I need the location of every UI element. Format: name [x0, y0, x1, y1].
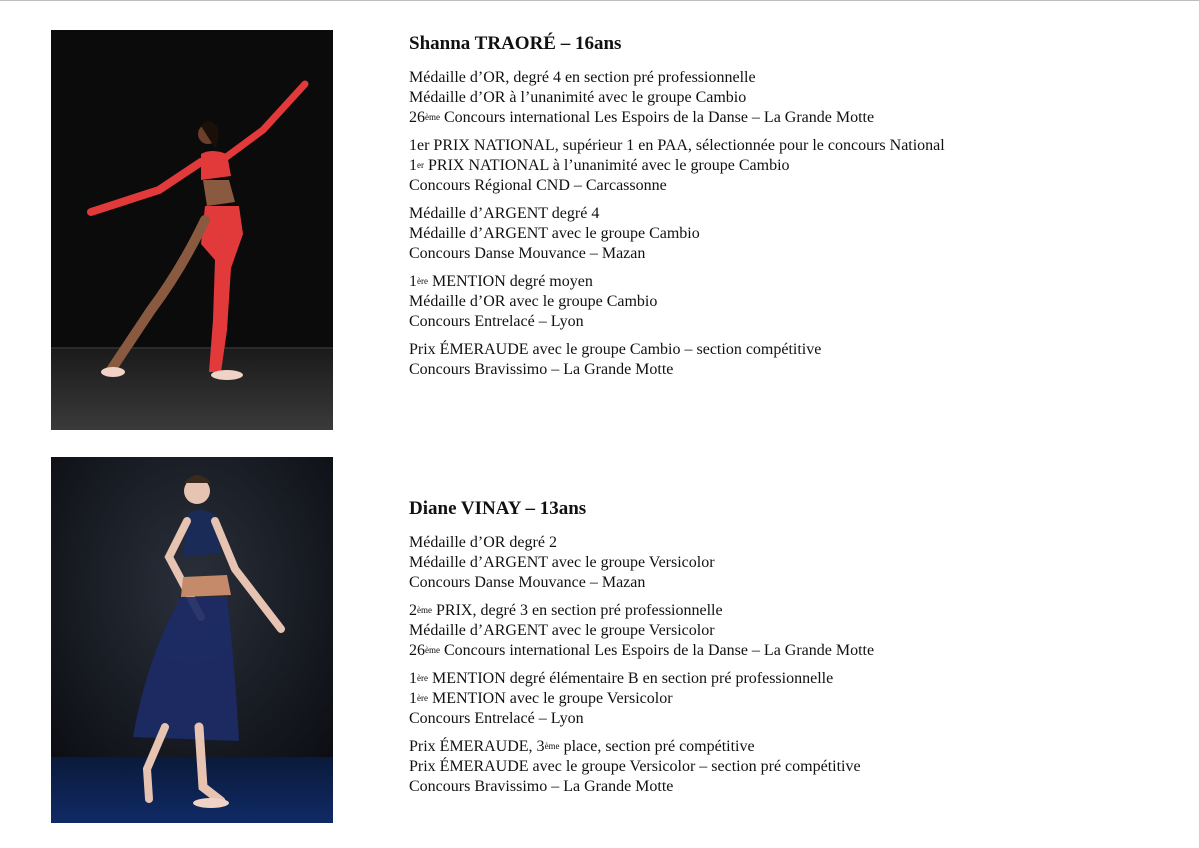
award-line: Concours Danse Mouvance – Mazan [409, 574, 646, 591]
award-line: Concours Régional CND – Carcassonne [409, 177, 667, 194]
award-line: Concours Bravissimo – La Grande Motte [409, 778, 674, 795]
award-group [409, 340, 1109, 380]
award-line: 26ème Concours international Les Espoirs de la Danse – La Grande Motte [409, 109, 875, 126]
dancer-awards [409, 32, 1109, 388]
award-group [409, 737, 1109, 797]
dancer-photo-red [51, 30, 333, 430]
award-line: Concours Bravissimo – La Grande Motte [409, 361, 674, 378]
award-line: Médaille d’ARGENT avec le groupe Cambio [409, 225, 700, 242]
award-line: 1ère MENTION degré élémentaire B en section pré professionnelle [409, 670, 834, 687]
award-line: 1ère MENTION avec le groupe Versicolor [409, 690, 673, 707]
dancer-name: Diane VINAY – 13ans [409, 498, 587, 519]
award-line: Médaille d’OR à l’unanimité avec le groupe Cambio [409, 89, 747, 106]
award-line: Médaille d’ARGENT avec le groupe Versicolor [409, 622, 715, 639]
award-group [409, 601, 1109, 661]
award-line: Médaille d’OR, degré 4 en section pré professionnelle [409, 69, 756, 86]
dancer-awards [409, 497, 1109, 805]
award-line: Médaille d’OR avec le groupe Cambio [409, 293, 658, 310]
award-line: Médaille d’ARGENT avec le groupe Versicolor [409, 554, 715, 571]
award-line: 1ère MENTION degré moyen [409, 273, 593, 290]
award-line: Concours Entrelacé – Lyon [409, 313, 584, 330]
award-group [409, 272, 1109, 332]
award-line: Médaille d’OR degré 2 [409, 534, 557, 551]
award-line: Prix ÉMERAUDE avec le groupe Versicolor – section pré compétitive [409, 758, 861, 775]
dancer-photo-blue [51, 457, 333, 823]
award-group [409, 204, 1109, 264]
award-line: Prix ÉMERAUDE, 3ème place, section pré compétitive [409, 738, 755, 755]
award-group [409, 68, 1109, 128]
award-line: 1er PRIX NATIONAL à l’unanimité avec le groupe Cambio [409, 157, 790, 174]
award-line: 1er PRIX NATIONAL, supérieur 1 en PAA, sélectionnée pour le concours National [409, 137, 945, 154]
award-line: 26ème Concours international Les Espoirs de la Danse – La Grande Motte [409, 642, 875, 659]
award-group [409, 136, 1109, 196]
award-line: Prix ÉMERAUDE avec le groupe Cambio – section compétitive [409, 341, 822, 358]
dancer-name: Shanna TRAORÉ – 16ans [409, 33, 622, 54]
award-group [409, 669, 1109, 729]
award-group [409, 533, 1109, 593]
award-line: Concours Entrelacé – Lyon [409, 710, 584, 727]
award-line: Concours Danse Mouvance – Mazan [409, 245, 646, 262]
award-line: 2ème PRIX, degré 3 en section pré professionnelle [409, 602, 723, 619]
award-line: Médaille d’ARGENT degré 4 [409, 205, 600, 222]
